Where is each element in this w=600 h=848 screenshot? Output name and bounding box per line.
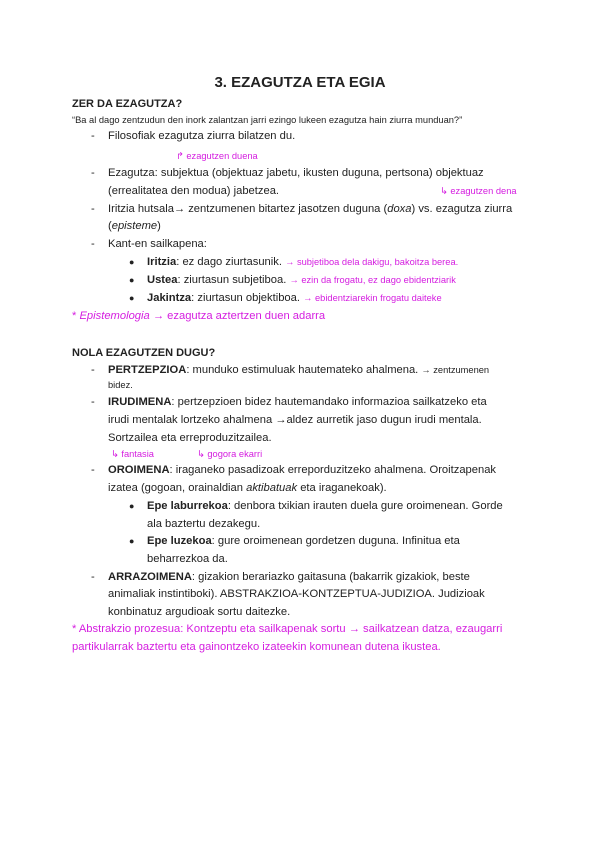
list-dash: - — [91, 364, 95, 376]
list-dash: - — [91, 464, 95, 476]
kant-jakintza: Jakintza: ziurtasun objektiboa. → ebidentziarekin frogatu daiteke — [147, 292, 442, 304]
item-iritzia-line2: (episteme) — [108, 220, 161, 232]
list-dash: - — [91, 396, 95, 408]
bullet: ● — [129, 501, 135, 511]
note-ezagutzen-dena: ↳ ezagutzen dena — [440, 186, 517, 196]
item-arrazoimena-line1: ARRAZOIMENA: gizakion berariazko gaitasuna (bakarrik gizakiok, beste — [108, 571, 470, 583]
note-ezagutzen-duena: ↱ ezagutzen duena — [176, 151, 258, 161]
note-abstrakzio-line1: * Abstrakzio prozesua: Kontzeptu eta sailkapenak sortu → sailkatzean datza, ezaugarri — [72, 623, 503, 635]
note-fantasia: ↳ fantasia — [111, 449, 154, 459]
item-oroimena-line2: izatea (gogoan, orainaldian aktibatuak eta iraganekoak). — [108, 482, 387, 494]
item-oroimena-line1: OROIMENA: iraganeko pasadizoak erreporduzitzeko ahalmena. Oroitzapenak — [108, 464, 497, 476]
list-dash: - — [91, 203, 95, 215]
intro-quote: “Ba al dago zentzudun den inork zalantzan jarri ezingo lukeen ezagutza hain ziurra munduan?” — [72, 115, 463, 125]
page-title: 3. EZAGUTZA ETA EGIA — [214, 74, 386, 91]
bullet: ● — [129, 257, 135, 267]
kant-iritzia: Iritzia: ez dago ziurtasunik. → subjetiboa dela dakigu, bakoitza berea. — [147, 256, 459, 268]
list-dash: - — [91, 571, 95, 583]
section-heading-nola: NOLA EZAGUTZEN DUGU? — [72, 347, 216, 359]
oroimena-epe-luzekoa-cont: beharrezkoa da. — [147, 553, 228, 565]
bullet: ● — [129, 293, 135, 303]
list-dash: - — [91, 238, 95, 250]
item-ezagutza-line1: Ezagutza: subjektua (objektuaz jabetu, ikusten duguna, pertsona) objektuaz — [108, 167, 484, 179]
oroimena-epe-laburrekoa-cont: ala baztertu dezakegu. — [147, 518, 261, 530]
item-arrazoimena-line3: konbinatuz argudioak sortu daitezke. — [108, 606, 291, 618]
oroimena-epe-laburrekoa: Epe laburrekoa: denbora txikian irauten duela gure oroimenean. Gorde — [147, 500, 503, 512]
note-epistemologia: * Epistemologia → ezagutza aztertzen duen adarra — [72, 310, 326, 322]
list-dash: - — [91, 130, 95, 142]
item-ezagutza-line2: (errealitatea den modua) jabetzea. — [108, 185, 280, 197]
bullet: ● — [129, 536, 135, 546]
bullet: ● — [129, 275, 135, 285]
item-pertzepzioa: PERTZEPZIOA: munduko estimuluak hautemateko ahalmena. → zentzumenen — [108, 364, 490, 376]
item-kant: Kant-en sailkapena: — [108, 238, 207, 250]
list-dash: - — [91, 167, 95, 179]
item-irudimena-line3: Sortzailea eta erreproduzitzailea. — [108, 432, 272, 444]
item-irudimena-line2: irudi mentalak lortzeko ahalmena →aldez aurretik jaso dugun irudi mentala. — [108, 414, 482, 426]
kant-ustea: Ustea: ziurtasun subjetiboa. → ezin da frogatu, ez dago ebidentziarik — [147, 274, 456, 286]
note-abstrakzio-line2: partikularrak baztertu eta gainontzeko izateekin komunean dutena ikustea. — [72, 641, 441, 653]
section-heading-zer-da: ZER DA EZAGUTZA? — [72, 98, 183, 110]
item-arrazoimena-line2: animaliak instintiboki). ABSTRAKZIOA-KONTZEPTUA-JUDIZIOA. Judizioak — [108, 588, 485, 600]
item-filosofia: Filosofiak ezagutza ziurra bilatzen du. — [108, 130, 296, 142]
item-irudimena-line1: IRUDIMENA: pertzepzioen bidez hautemandako informazioa sailkatzeko eta — [108, 396, 487, 408]
item-pertzepzioa-cont: bidez. — [108, 380, 133, 390]
item-iritzia-line1: Iritzia hutsala→ zentzumenen bitartez jasotzen duguna (doxa) vs. ezagutza ziurra — [108, 203, 513, 215]
note-gogora-ekarri: ↳ gogora ekarri — [197, 449, 263, 459]
oroimena-epe-luzekoa: Epe luzekoa: gure oroimenean gordetzen duguna. Infinitua eta — [147, 535, 460, 547]
